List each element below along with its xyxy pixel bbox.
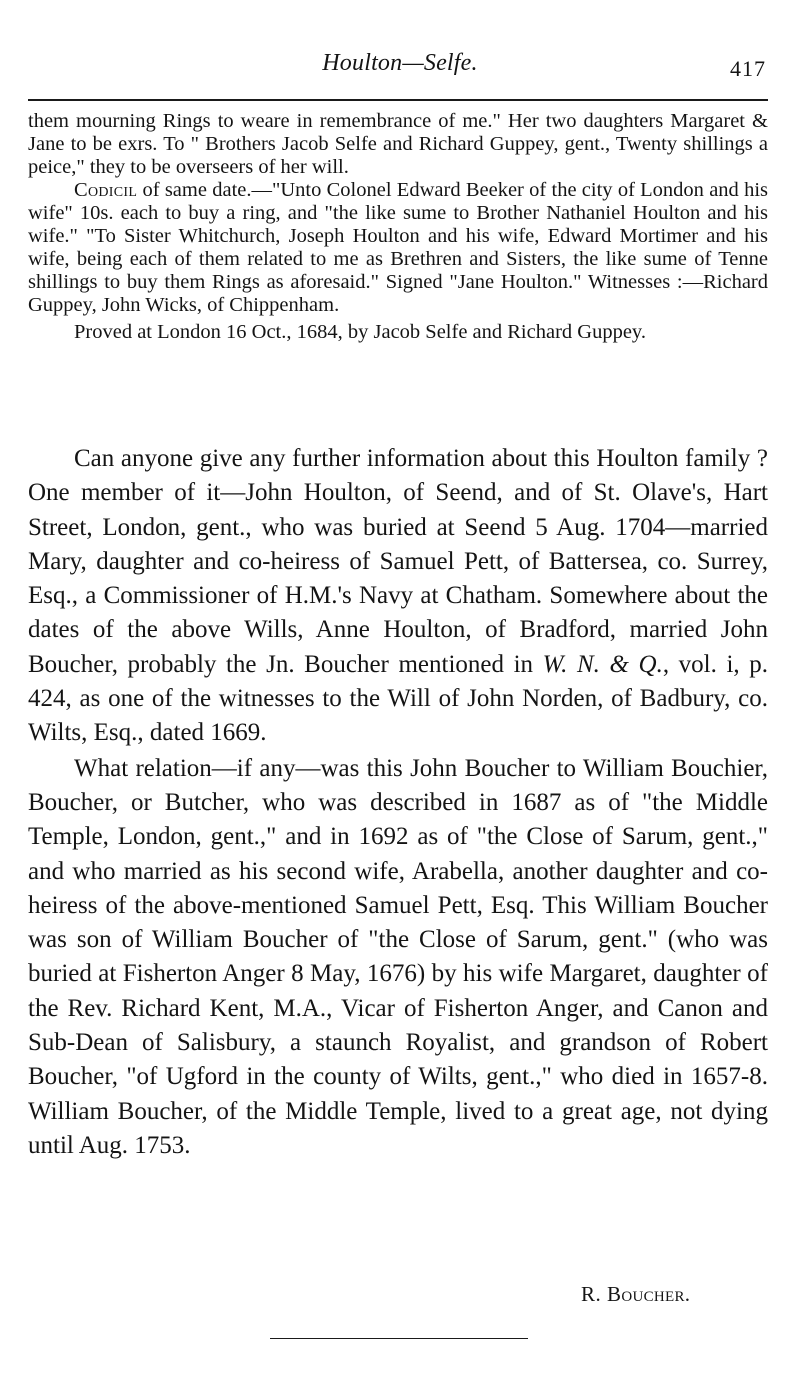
query-p1-text-end: , vol. i, p. 424, as one of the witnesses to the Will of John Norden, of Badbury, co. Wilts, Esq., dated 1669.	[28, 650, 768, 747]
running-title: Houlton—Selfe.	[322, 50, 478, 76]
probate-line: Proved at London 16 Oct., 1684, by Jacob Selfe and Richard Guppey.	[74, 321, 646, 343]
codicil-paragraph	[28, 179, 768, 317]
signature-initial: R.	[581, 1282, 608, 1306]
header-rule	[28, 99, 768, 101]
page-number: 417	[730, 56, 766, 81]
signature-surname: Boucher.	[607, 1282, 691, 1306]
footer-rule	[270, 1338, 528, 1339]
query-paragraph-2: What relation—if any—was this John Boucher to William Bouchier, Boucher, or Butcher, who was described in 1687 as of "the Middle Temple, London, gent.," and in 1692 as of "the Close of Sarum, gent.," and who married as his second wife, Arabella, another daughter and co-heiress of the above-mentioned Samuel Pett, Esq. This William Boucher was son of William Boucher of "the Close of Sarum, gent." (who was buried at Fisherton Anger 8 May, 1676) by his wife Margaret, daughter of the Rev. Richard Kent, M.A., Vicar of Fisherton Anger, and Canon and Sub-Dean of Salisbury, a staunch Royalist, and grandson of Robert Boucher, "of Ugford in the county of Wilts, gent.," who died in 1657-8. William Boucher, of the Middle Temple, lived to a great age, not dying until Aug. 1753.	[28, 754, 768, 1159]
codicil-text: of same date.—"Unto Colonel Edward Beeker of the city of London and his wife" 10s. each to buy a ring, and "the like sume to Brother Nathaniel Houlton and his wife." "To Sister Whitchurch, Joseph Houlton and his wife, Edward Mortimer and his wife, being each of them related to me as Brethren and Sisters, the like sume of Tenne shillings to buy them Rings as aforesaid." Signed "Jane Houlton." Witnesses :—Richard Guppey, John Wicks, of Chippenham.	[28, 179, 768, 316]
query-p1-text: Can anyone give any further information about this Houlton family ? One member of it—John Houlton, of Seend, and of St. Olave's, Hart Street, London, gent., who was buried at Seend 5 Aug. 1704—married Mary, daughter and co-heiress of Samuel Pett, of Battersea, co. Surrey, Esq., a Commissioner of H.M.'s Navy at Chatham. Somewhere about the dates of the above Wills, Anne Houlton, of Bradford, married John Boucher, probably the Jn. Boucher mentioned in	[28, 445, 768, 678]
journal-reference: W. N. & Q.	[542, 650, 663, 678]
will-text-paragraph: them mourning Rings to weare in remembrance of me." Her two daughters Margaret & Jane to be exrs. To " Brothers Jacob Selfe and Richard Guppey, gent., Twenty shillings a peice," they to be overseers of her will.	[28, 110, 768, 178]
codicil-label: Codicil	[74, 179, 138, 201]
will-extract	[28, 110, 768, 344]
query-paragraph-1	[28, 442, 768, 751]
author-signature	[581, 1282, 690, 1307]
query-text	[28, 442, 768, 1163]
